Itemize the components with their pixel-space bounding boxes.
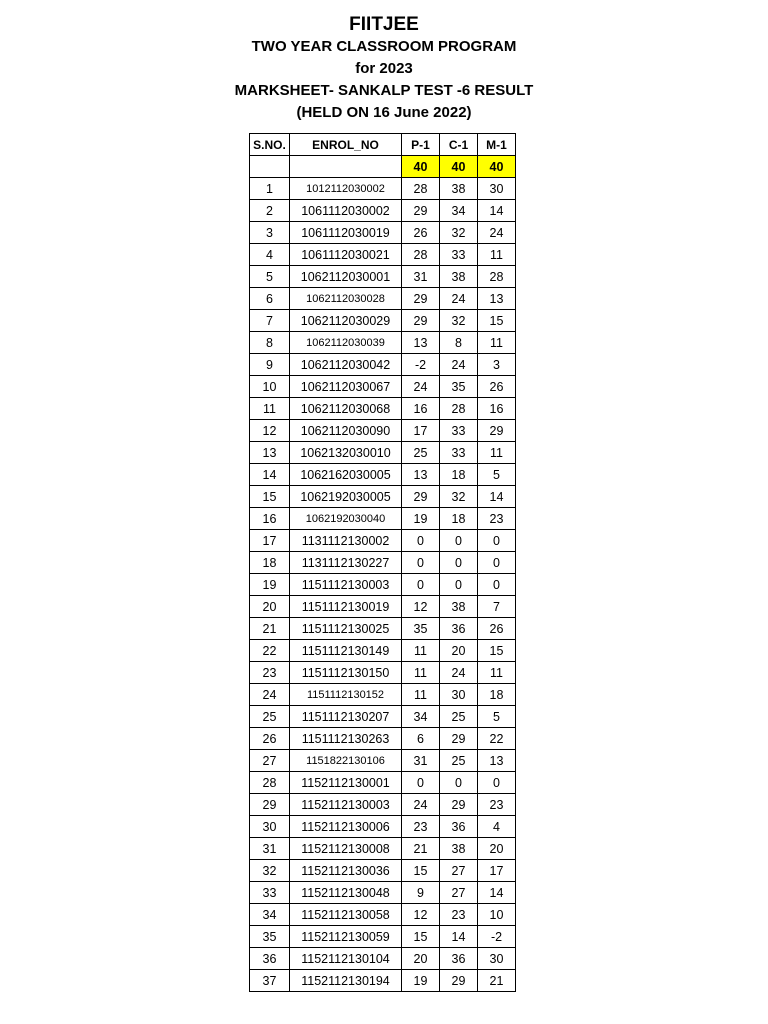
m1-score-cell: 24 — [478, 222, 516, 244]
table-row — [250, 838, 516, 860]
p1-score-cell: 19 — [402, 970, 440, 992]
m1-score-cell: 13 — [478, 288, 516, 310]
sno-cell: 1 — [250, 178, 290, 200]
max-marks-cell — [290, 156, 402, 178]
c1-score-cell: 36 — [440, 948, 478, 970]
enrol-cell: 1152112130194 — [290, 970, 402, 992]
table-row — [250, 530, 516, 552]
enrol-cell: 1012112030002 — [290, 178, 402, 200]
m1-score-cell: 15 — [478, 310, 516, 332]
sno-cell: 14 — [250, 464, 290, 486]
sno-cell: 18 — [250, 552, 290, 574]
c1-score-cell: 38 — [440, 838, 478, 860]
program-name: TWO YEAR CLASSROOM PROGRAM — [251, 38, 517, 55]
enrol-cell: 1062112030001 — [290, 266, 402, 288]
table-row — [250, 728, 516, 750]
m1-score-cell: 22 — [478, 728, 516, 750]
m1-score-cell: 14 — [478, 200, 516, 222]
sno-cell: 8 — [250, 332, 290, 354]
m1-score-cell: 11 — [478, 662, 516, 684]
sno-cell: 33 — [250, 882, 290, 904]
p1-score-cell: 29 — [402, 200, 440, 222]
sno-cell: 36 — [250, 948, 290, 970]
sno-cell: 27 — [250, 750, 290, 772]
m1-score-cell: 11 — [478, 244, 516, 266]
p1-score-cell: 0 — [402, 772, 440, 794]
p1-score-cell: 26 — [402, 222, 440, 244]
max-marks-c1: 40 — [440, 156, 478, 178]
c1-score-cell: 38 — [440, 266, 478, 288]
table-row — [250, 552, 516, 574]
sno-cell: 30 — [250, 816, 290, 838]
enrol-cell: 1151112130152 — [290, 684, 402, 706]
enrol-cell: 1151112130003 — [290, 574, 402, 596]
m1-score-cell: 18 — [478, 684, 516, 706]
enrol-cell: 1061112030021 — [290, 244, 402, 266]
sno-cell: 32 — [250, 860, 290, 882]
table-row — [250, 860, 516, 882]
enrol-cell: 1151112130150 — [290, 662, 402, 684]
enrol-cell: 1062112030029 — [290, 310, 402, 332]
c1-score-cell: 24 — [440, 662, 478, 684]
enrol-cell: 1151112130263 — [290, 728, 402, 750]
m1-score-cell: 10 — [478, 904, 516, 926]
table-row — [250, 376, 516, 398]
p1-score-cell: 25 — [402, 442, 440, 464]
sno-cell: 20 — [250, 596, 290, 618]
c1-score-cell: 36 — [440, 816, 478, 838]
col-header-m1: M-1 — [478, 134, 516, 156]
table-row — [250, 486, 516, 508]
sno-cell: 6 — [250, 288, 290, 310]
p1-score-cell: 9 — [402, 882, 440, 904]
m1-score-cell: 14 — [478, 486, 516, 508]
table-row — [250, 662, 516, 684]
enrol-cell: 1062192030005 — [290, 486, 402, 508]
c1-score-cell: 29 — [440, 794, 478, 816]
col-header-c1: C-1 — [440, 134, 478, 156]
p1-score-cell: 29 — [402, 288, 440, 310]
table-row — [250, 266, 516, 288]
p1-score-cell: 28 — [402, 178, 440, 200]
p1-score-cell: 13 — [402, 464, 440, 486]
p1-score-cell: 24 — [402, 376, 440, 398]
c1-score-cell: 23 — [440, 904, 478, 926]
enrol-cell: 1062112030068 — [290, 398, 402, 420]
m1-score-cell: 3 — [478, 354, 516, 376]
table-row — [250, 288, 516, 310]
table-row — [250, 332, 516, 354]
m1-score-cell: 30 — [478, 178, 516, 200]
p1-score-cell: 20 — [402, 948, 440, 970]
p1-score-cell: 34 — [402, 706, 440, 728]
enrol-cell: 1062112030042 — [290, 354, 402, 376]
m1-score-cell: 5 — [478, 706, 516, 728]
sno-cell: 19 — [250, 574, 290, 596]
enrol-cell: 1131112130002 — [290, 530, 402, 552]
c1-score-cell: 36 — [440, 618, 478, 640]
m1-score-cell: 0 — [478, 772, 516, 794]
enrol-cell: 1062112030028 — [290, 288, 402, 310]
sno-cell: 7 — [250, 310, 290, 332]
table-row — [250, 904, 516, 926]
enrol-cell: 1062132030010 — [290, 442, 402, 464]
m1-score-cell: 11 — [478, 332, 516, 354]
p1-score-cell: 19 — [402, 508, 440, 530]
table-row — [250, 200, 516, 222]
table-row — [250, 970, 516, 992]
p1-score-cell: 13 — [402, 332, 440, 354]
table-row — [250, 794, 516, 816]
enrol-cell: 1061112030019 — [290, 222, 402, 244]
p1-score-cell: 28 — [402, 244, 440, 266]
c1-score-cell: 35 — [440, 376, 478, 398]
table-row — [250, 684, 516, 706]
sno-cell: 22 — [250, 640, 290, 662]
c1-score-cell: 0 — [440, 552, 478, 574]
p1-score-cell: 12 — [402, 596, 440, 618]
enrol-cell: 1131112130227 — [290, 552, 402, 574]
enrol-cell: 1061112030002 — [290, 200, 402, 222]
p1-score-cell: 17 — [402, 420, 440, 442]
enrol-cell: 1062112030067 — [290, 376, 402, 398]
sno-cell: 15 — [250, 486, 290, 508]
c1-score-cell: 25 — [440, 750, 478, 772]
c1-score-cell: 27 — [440, 860, 478, 882]
table-row — [250, 420, 516, 442]
enrol-cell: 1152112130048 — [290, 882, 402, 904]
c1-score-cell: 38 — [440, 178, 478, 200]
c1-score-cell: 14 — [440, 926, 478, 948]
col-header-p1: P-1 — [402, 134, 440, 156]
table-row — [250, 772, 516, 794]
c1-score-cell: 30 — [440, 684, 478, 706]
table-row — [250, 178, 516, 200]
m1-score-cell: 14 — [478, 882, 516, 904]
p1-score-cell: 15 — [402, 926, 440, 948]
p1-score-cell: 21 — [402, 838, 440, 860]
p1-score-cell: 11 — [402, 640, 440, 662]
m1-score-cell: 23 — [478, 794, 516, 816]
table-row — [250, 442, 516, 464]
p1-score-cell: -2 — [402, 354, 440, 376]
sno-cell: 26 — [250, 728, 290, 750]
sno-cell: 2 — [250, 200, 290, 222]
m1-score-cell: 0 — [478, 552, 516, 574]
c1-score-cell: 8 — [440, 332, 478, 354]
sno-cell: 29 — [250, 794, 290, 816]
enrol-cell: 1152112130104 — [290, 948, 402, 970]
m1-score-cell: -2 — [478, 926, 516, 948]
table-row — [250, 508, 516, 530]
m1-score-cell: 30 — [478, 948, 516, 970]
p1-score-cell: 29 — [402, 310, 440, 332]
held-date: (HELD ON 16 June 2022) — [296, 104, 472, 121]
c1-score-cell: 0 — [440, 772, 478, 794]
enrol-cell: 1152112130008 — [290, 838, 402, 860]
m1-score-cell: 29 — [478, 420, 516, 442]
sno-cell: 3 — [250, 222, 290, 244]
enrol-cell: 1152112130006 — [290, 816, 402, 838]
p1-score-cell: 31 — [402, 266, 440, 288]
table-row — [250, 596, 516, 618]
table-row — [250, 640, 516, 662]
p1-score-cell: 35 — [402, 618, 440, 640]
c1-score-cell: 0 — [440, 530, 478, 552]
p1-score-cell: 11 — [402, 684, 440, 706]
p1-score-cell: 0 — [402, 552, 440, 574]
sno-cell: 35 — [250, 926, 290, 948]
c1-score-cell: 18 — [440, 464, 478, 486]
table-row — [250, 354, 516, 376]
c1-score-cell: 0 — [440, 574, 478, 596]
sno-cell: 31 — [250, 838, 290, 860]
sno-cell: 25 — [250, 706, 290, 728]
p1-score-cell: 24 — [402, 794, 440, 816]
m1-score-cell: 16 — [478, 398, 516, 420]
enrol-cell: 1152112130001 — [290, 772, 402, 794]
max-marks-row — [250, 156, 516, 178]
m1-score-cell: 17 — [478, 860, 516, 882]
c1-score-cell: 32 — [440, 486, 478, 508]
c1-score-cell: 33 — [440, 244, 478, 266]
enrol-cell: 1062112030039 — [290, 332, 402, 354]
m1-score-cell: 20 — [478, 838, 516, 860]
c1-score-cell: 33 — [440, 420, 478, 442]
c1-score-cell: 25 — [440, 706, 478, 728]
enrol-cell: 1062112030090 — [290, 420, 402, 442]
enrol-cell: 1152112130059 — [290, 926, 402, 948]
c1-score-cell: 38 — [440, 596, 478, 618]
sno-cell: 16 — [250, 508, 290, 530]
table-row — [250, 750, 516, 772]
sno-cell: 9 — [250, 354, 290, 376]
sno-cell: 28 — [250, 772, 290, 794]
enrol-cell: 1152112130003 — [290, 794, 402, 816]
c1-score-cell: 34 — [440, 200, 478, 222]
m1-score-cell: 0 — [478, 574, 516, 596]
enrol-cell: 1062162030005 — [290, 464, 402, 486]
enrol-cell: 1152112130058 — [290, 904, 402, 926]
m1-score-cell: 7 — [478, 596, 516, 618]
sno-cell: 37 — [250, 970, 290, 992]
c1-score-cell: 27 — [440, 882, 478, 904]
col-header-enrol: ENROL_NO — [290, 134, 402, 156]
p1-score-cell: 31 — [402, 750, 440, 772]
enrol-cell: 1062192030040 — [290, 508, 402, 530]
sno-cell: 13 — [250, 442, 290, 464]
max-marks-p1: 40 — [402, 156, 440, 178]
table-header-row — [250, 134, 516, 156]
marksheet-title: MARKSHEET- SANKALP TEST -6 RESULT — [234, 82, 534, 99]
p1-score-cell: 0 — [402, 574, 440, 596]
p1-score-cell: 12 — [402, 904, 440, 926]
c1-score-cell: 32 — [440, 310, 478, 332]
c1-score-cell: 32 — [440, 222, 478, 244]
max-marks-cell — [250, 156, 290, 178]
sno-cell: 10 — [250, 376, 290, 398]
m1-score-cell: 5 — [478, 464, 516, 486]
p1-score-cell: 23 — [402, 816, 440, 838]
c1-score-cell: 20 — [440, 640, 478, 662]
m1-score-cell: 15 — [478, 640, 516, 662]
table-row — [250, 222, 516, 244]
m1-score-cell: 11 — [478, 442, 516, 464]
enrol-cell: 1151112130149 — [290, 640, 402, 662]
c1-score-cell: 33 — [440, 442, 478, 464]
m1-score-cell: 4 — [478, 816, 516, 838]
table-row — [250, 706, 516, 728]
m1-score-cell: 26 — [478, 376, 516, 398]
c1-score-cell: 24 — [440, 288, 478, 310]
table-row — [250, 244, 516, 266]
c1-score-cell: 29 — [440, 970, 478, 992]
p1-score-cell: 15 — [402, 860, 440, 882]
table-row — [250, 618, 516, 640]
enrol-cell: 1151822130106 — [290, 750, 402, 772]
program-year: for 2023 — [355, 60, 413, 77]
p1-score-cell: 29 — [402, 486, 440, 508]
p1-score-cell: 6 — [402, 728, 440, 750]
m1-score-cell: 13 — [478, 750, 516, 772]
p1-score-cell: 11 — [402, 662, 440, 684]
sno-cell: 4 — [250, 244, 290, 266]
sno-cell: 11 — [250, 398, 290, 420]
table-row — [250, 464, 516, 486]
m1-score-cell: 0 — [478, 530, 516, 552]
m1-score-cell: 26 — [478, 618, 516, 640]
m1-score-cell: 21 — [478, 970, 516, 992]
table-row — [250, 398, 516, 420]
p1-score-cell: 16 — [402, 398, 440, 420]
c1-score-cell: 24 — [440, 354, 478, 376]
p1-score-cell: 0 — [402, 530, 440, 552]
enrol-cell: 1151112130025 — [290, 618, 402, 640]
sno-cell: 34 — [250, 904, 290, 926]
sno-cell: 12 — [250, 420, 290, 442]
document-header — [0, 14, 768, 124]
table-row — [250, 882, 516, 904]
sno-cell: 17 — [250, 530, 290, 552]
enrol-cell: 1152112130036 — [290, 860, 402, 882]
table-row — [250, 310, 516, 332]
m1-score-cell: 23 — [478, 508, 516, 530]
marksheet-table — [249, 133, 516, 992]
col-header-sno: S.NO. — [250, 134, 290, 156]
table-row — [250, 948, 516, 970]
m1-score-cell: 28 — [478, 266, 516, 288]
org-name: FIITJEE — [349, 14, 419, 35]
table-row — [250, 574, 516, 596]
max-marks-m1: 40 — [478, 156, 516, 178]
sno-cell: 23 — [250, 662, 290, 684]
enrol-cell: 1151112130019 — [290, 596, 402, 618]
c1-score-cell: 18 — [440, 508, 478, 530]
table-row — [250, 816, 516, 838]
sno-cell: 5 — [250, 266, 290, 288]
c1-score-cell: 29 — [440, 728, 478, 750]
sno-cell: 21 — [250, 618, 290, 640]
table-row — [250, 926, 516, 948]
c1-score-cell: 28 — [440, 398, 478, 420]
enrol-cell: 1151112130207 — [290, 706, 402, 728]
sno-cell: 24 — [250, 684, 290, 706]
